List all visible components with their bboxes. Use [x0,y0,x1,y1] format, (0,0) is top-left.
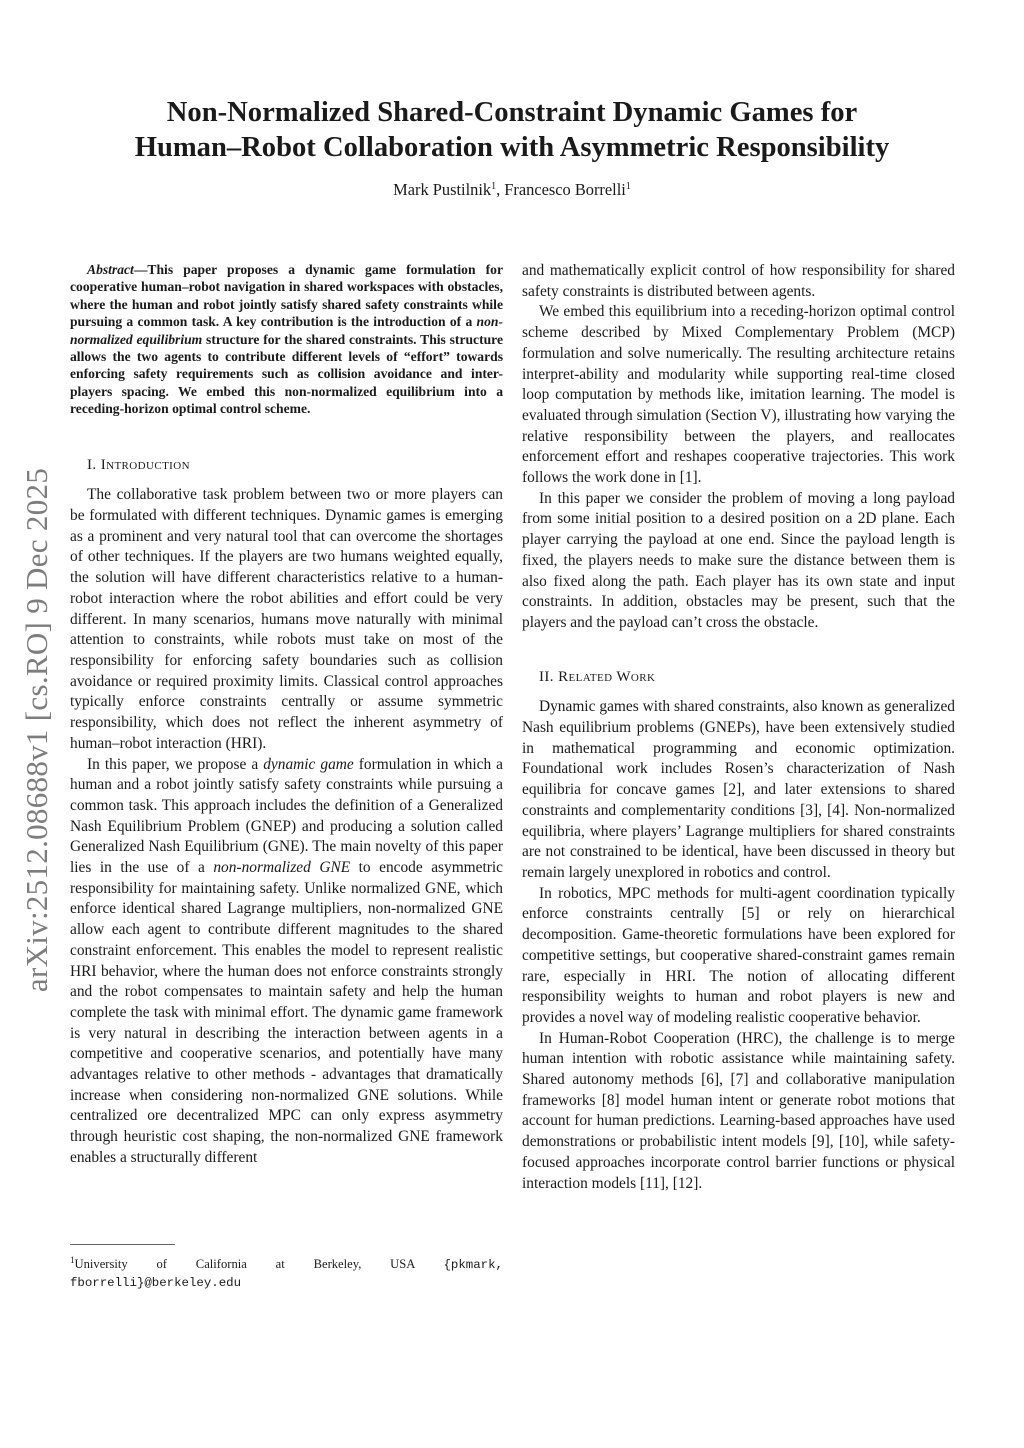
section-title-related: Related Work [558,668,656,685]
intro-paragraph-3: and mathematically explicit control of how responsibility for shared safety constraints is distributed between agents. [522,262,955,300]
section-heading-introduction [70,455,503,476]
section-heading-related-work [522,667,955,688]
abstract-emphasis: non-normalized equilibrium [70,314,503,347]
author-2-affiliation-mark: 1 [625,181,631,192]
section-title-intro: Introduction [100,456,190,473]
intro-paragraph-5: In this paper we consider the problem of moving a long payload from some initial position to a desired position on a 2D plane. Each player carrying the payload at one end. Since the payload length is fixed, the players needs to make sure the distance between them is also fixed along the path. Each player has its own state and input constraints. In addition, obstacles may be present, such that the players and the payload can’t cross the obstacle. [522,489,955,631]
footnote-email-a: {pkmark, [443,1258,503,1272]
footnote-rule [70,1244,175,1245]
intro-p2-text-a: In this paper, we propose a [87,755,264,773]
intro-p2-emphasis-2: non-normalized GNE [213,859,351,877]
title-line-1: Non-Normalized Shared-Constraint Dynamic Games for [166,97,858,128]
section-number-intro: I. [87,456,101,473]
intro-paragraph-2 [70,755,503,1169]
footnote-mark: 1 [70,1255,75,1265]
title-line-2: Human–Robot Collaboration with Asymmetric Responsibility [134,132,890,163]
abstract [70,261,503,418]
author-separator: , [496,180,505,199]
intro-paragraph-4: We embed this equilibrium into a receding-horizon optimal control scheme described by Mixed Complementary Problem (MCP) formulation and solve numerically. The resulting architecture retains interpret-ability and modularity while supporting real-time closed loop computation by methods like, imitation learning. The model is evaluated through simulation (Section V), illustrating how varying the relative responsibility between the players, and reallocates enforcement effort and reshapes cooperative trajectories. This work follows the work done in [1]. [522,303,955,487]
section-number-related: II. [539,668,559,685]
intro-p2-text-b: formulation in which a human and a robot jointly satisfy safety constraints while pursuing a common task. This approach includes the definition of a Generalized Nash Equilibrium Problem (GNEP) and producing a solution called Generalized Nash Equilibrium (GNE). The main novelty of this paper lies in the use of a [70,755,504,877]
arxiv-identifier: arXiv:2512.08688v1 [cs.RO] 9 Dec 2025 [19,467,54,993]
author-1: Mark Pustilnik [393,180,492,199]
author-2: Francesco Borrelli [504,180,626,199]
abstract-dash: — [133,262,148,277]
footnote [70,1252,503,1292]
footnote-email-b: fborrelli}@berkeley.edu [70,1276,242,1290]
author-list [100,180,924,200]
abstract-label: Abstract [87,262,134,277]
related-paragraph-2: In robotics, MPC methods for multi-agent coordination typically enforce constraints centrally [5] or rely on hierarchical decomposition. Game-theoretic formulations have been explored for competitive settings, but cooperative shared-constraint games remain rare, especially in HRI. The notion of allocating different responsibility weights to human and robot players is new and provides a novel way of modeling realistic cooperative behavior. [522,884,955,1026]
intro-p2-text-c: to encode asymmetric responsibility for maintaining safety. Unlike normalized GNE, which enforce identical shared Lagrange multipliers, non-normalized GNE allow each agent to contribute different magnitudes to the shared constraint enforcement. This enables the model to represent realistic HRI behavior, where the human does not enforce constraints strongly and the robot compensates to maintain safety and help the human complete the task with minimal effort. The dynamic game framework is very natural in describing the interaction between agents in a competitive and cooperative scenarios, and potentially have many advantages relative to other methods - advantages that dramatically increase when considering non-normalized GNE solutions. While centralized ore decentralized MPC can only express asymmetry through heuristic cost shaping, the non-normalized GNE framework enables a structurally different [70,859,503,1166]
footnote-affiliation: University of California at Berkeley, USA [74,1257,444,1271]
abstract-text-2: structure for the shared constraints. This structure allows the two agents to contribute different levels of “effort” towards enforcing safety requirements such as collision avoidance and inter-players spacing. We embed this non-normalized equilibrium into a receding-horizon optimal control scheme. [70,331,503,417]
author-1-affiliation-mark: 1 [491,181,497,192]
arxiv-sidebar-stamp [2,430,72,1030]
abstract-text-1: This paper proposes a dynamic game formulation for cooperative human–robot navigation in shared workspaces with obstacles, where the human and robot jointly satisfy shared safety constraints while pursuing a common task. A key contribution is the introduction of a [70,262,503,330]
intro-p2-emphasis-1: dynamic game [263,755,354,773]
related-paragraph-3: In Human-Robot Cooperation (HRC), the challenge is to merge human intention with robotic assistance while maintaining safety. Shared autonomy methods [6], [7] and collaborative manipulation frameworks [8] model human intent or generate robot motions that account for human predictions. Learning-based approaches have used demonstrations or probabilistic intent models [9], [10], while safety-focused approaches incorporate control barrier functions or physical interaction models [11], [12]. [522,1029,955,1192]
paper-title [100,95,924,165]
left-column [70,261,503,1169]
intro-paragraph-1: The collaborative task problem between two or more players can be formulated with different techniques. Dynamic games is emerging as a prominent and very natural tool that can overcome the shortages of other techniques. If the players are two humans weighted equally, the solution will have different characteristics relative to a human-robot interaction where the robot abilities and effort could be very different. In many scenarios, humans move naturally with minimal attention to constraints, while robots must take on most of the responsibility for enforcing safety boundaries such as collision avoidance or required proximity limits. Classical control approaches typically enforce constraints centrally or assume symmetric responsibility, which does not reflect the inherent asymmetry of human–robot interaction (HRI). [70,486,503,752]
right-column [522,261,955,1194]
related-paragraph-1: Dynamic games with shared constraints, also known as generalized Nash equilibrium problems (GNEPs), have been extensively studied in mathematical programming and economic optimization. Foundational work includes Rosen’s characterization of Nash equilibria for concave games [2], and later extensions to shared constraints and complementarity conditions [3], [4]. Non-normalized equilibria, where players’ Lagrange multipliers for shared constraints are not constrained to be identical, have been discussed in theory but remain largely unexplored in robotics and control. [522,698,955,881]
